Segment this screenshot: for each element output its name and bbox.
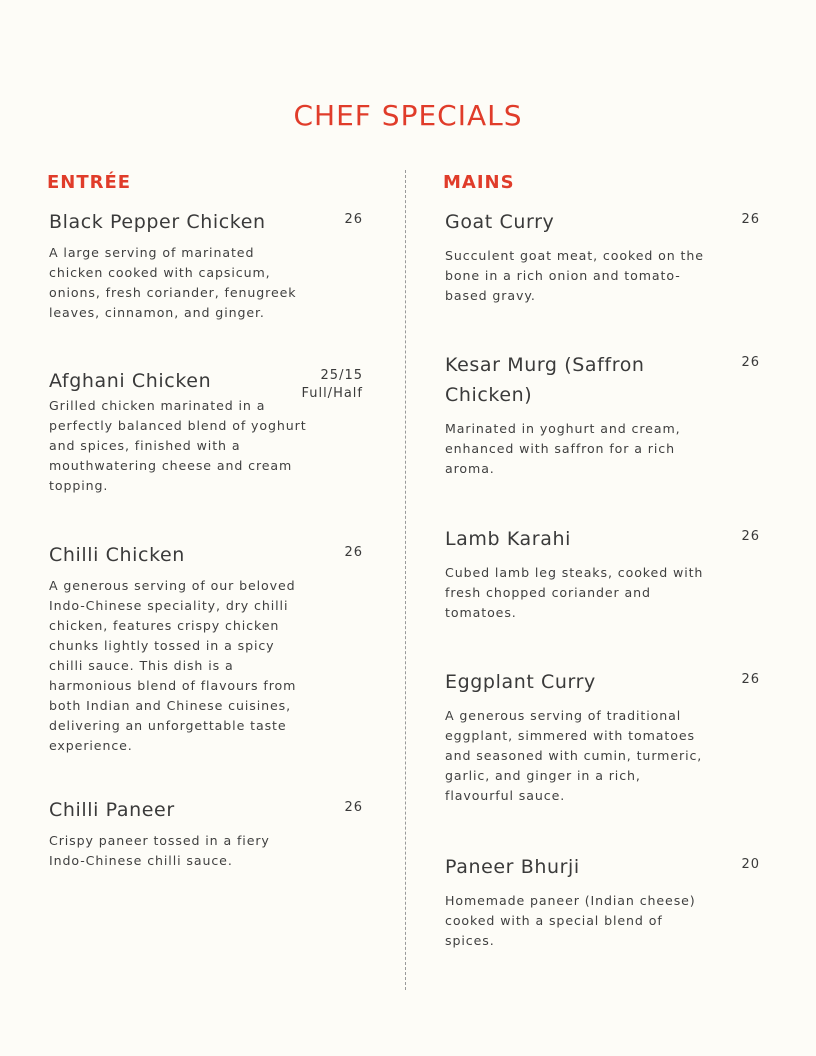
item-name: Afghani Chicken xyxy=(49,370,212,392)
item-description: Grilled chicken marinated in a perfectly balanced blend of yoghurt and spices, finished with a mouthwatering cheese and cream topping. xyxy=(49,398,307,493)
column-divider xyxy=(405,170,406,990)
item-name: Chilli Paneer xyxy=(49,799,175,821)
item-price: 26 xyxy=(741,212,760,227)
item-description: Homemade paneer (Indian cheese) cooked with a special blend of spices. xyxy=(445,893,696,948)
menu-item-goat-curry xyxy=(445,207,760,306)
item-name: Paneer Bhurji xyxy=(445,856,580,878)
menu-item-paneer-bhurji xyxy=(445,852,760,951)
menu-item-chilli-chicken xyxy=(49,540,363,756)
item-name: Eggplant Curry xyxy=(445,671,596,693)
page-title: CHEF SPECIALS xyxy=(293,98,523,132)
menu-item-afghani-chicken xyxy=(49,366,363,496)
menu-item-black-pepper-chicken xyxy=(49,207,363,323)
item-description: A large serving of marinated chicken cooked with capsicum, onions, fresh coriander, fenugreek leaves, cinnamon, and ginger. xyxy=(49,245,297,320)
menu-item-lamb-karahi xyxy=(445,524,760,623)
item-price: 26 xyxy=(741,672,760,687)
entree-heading: ENTRÉE xyxy=(47,172,132,193)
item-price: 26 xyxy=(344,800,363,815)
item-price: 26 xyxy=(344,545,363,560)
item-price: 20 xyxy=(741,857,760,872)
item-description: Crispy paneer tossed in a fiery Indo-Chinese chilli sauce. xyxy=(49,833,270,868)
item-name: Kesar Murg (Saffron Chicken) xyxy=(445,354,645,406)
item-description: Succulent goat meat, cooked on the bone in a rich onion and tomato-based gravy. xyxy=(445,248,704,303)
item-price: 26 xyxy=(741,529,760,544)
menu-item-chilli-paneer xyxy=(49,795,363,871)
item-name: Goat Curry xyxy=(445,211,555,233)
item-description: A generous serving of traditional eggplant, simmered with tomatoes and seasoned with cumin, turmeric, garlic, and ginger in a rich, flavourful sauce. xyxy=(445,708,703,803)
item-description: A generous serving of our beloved Indo-Chinese speciality, dry chilli chicken, features crispy chicken chunks lightly tossed in a spicy chilli sauce. This dish is a harmonious blend of flavours from both Indian and Chinese cuisines, delivering an unforgettable taste experience. xyxy=(49,578,297,753)
item-description: Cubed lamb leg steaks, cooked with fresh chopped coriander and tomatoes. xyxy=(445,565,704,620)
item-price: 26 xyxy=(741,355,760,370)
menu-item-kesar-murg xyxy=(445,350,760,479)
item-price: 26 xyxy=(344,212,363,227)
menu-item-eggplant-curry xyxy=(445,667,760,806)
item-name: Black Pepper Chicken xyxy=(49,211,266,233)
mains-heading: MAINS xyxy=(443,172,515,193)
item-description: Marinated in yoghurt and cream, enhanced with saffron for a rich aroma. xyxy=(445,421,681,476)
item-name: Lamb Karahi xyxy=(445,528,571,550)
item-name: Chilli Chicken xyxy=(49,544,185,566)
item-price: 25/15 Full/Half xyxy=(301,368,363,401)
